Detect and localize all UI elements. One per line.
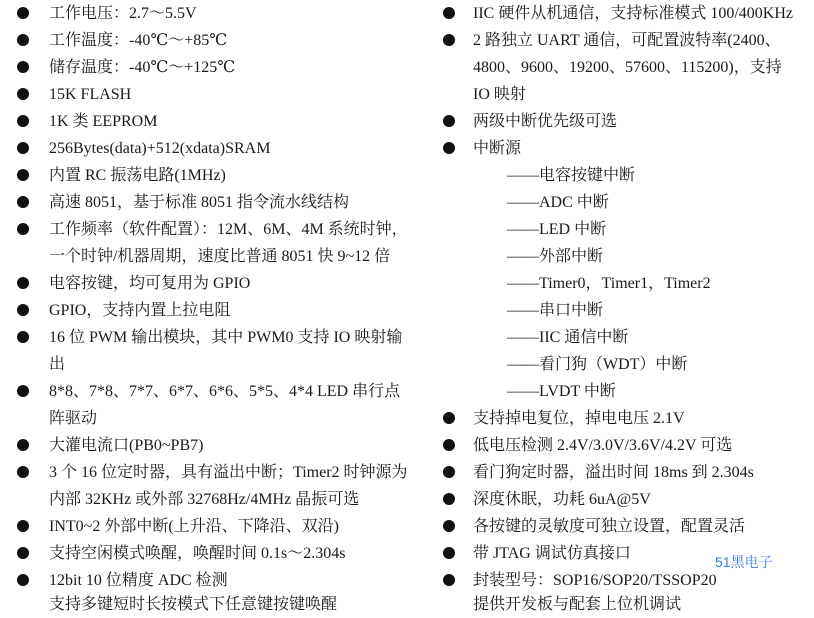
bullet-icon — [443, 439, 455, 451]
feature-text: 工作频率（软件配置）：12M、6M、4M 系统时钟， — [49, 221, 408, 238]
feature-text: 4800、9600、19200、57600、115200)，支持 — [473, 59, 782, 76]
feature-text: 电容按键，均可复用为 GPIO — [49, 275, 251, 292]
feature-text: 出 — [49, 356, 66, 373]
bullet-icon — [17, 115, 29, 127]
bullet-icon — [17, 196, 29, 208]
feature-text: 大灌电流口(PB0~PB7) — [49, 437, 204, 454]
feature-text: 两级中断优先级可选 — [473, 113, 618, 130]
feature-text: 低电压检测 2.4V/3.0V/3.6V/4.2V 可选 — [473, 437, 733, 454]
bullet-icon — [443, 493, 455, 505]
bullet-icon — [17, 34, 29, 46]
watermark: 51黑电子 — [715, 554, 773, 570]
feature-text: 内部 32KHz 或外部 32768Hz/4MHz 晶振可选 — [49, 491, 360, 508]
feature-text: IO 映射 — [473, 86, 526, 103]
feature-text: 3 个 16 位定时器，具有溢出中断；Timer2 时钟源为 — [49, 464, 408, 481]
bullet-icon — [17, 304, 29, 316]
bullet-icon — [17, 7, 29, 19]
feature-text: 工作温度：-40℃～+85℃ — [49, 32, 228, 49]
bullet-icon — [17, 169, 29, 181]
bullet-icon — [17, 574, 29, 586]
interrupt-source-text: ——IIC 通信中断 — [507, 329, 629, 346]
feature-text: 16 位 PWM 输出模块，其中 PWM0 支持 IO 映射输 — [49, 329, 403, 346]
feature-text: 256Bytes(data)+512(xdata)SRAM — [49, 140, 271, 157]
feature-text: 中断源 — [473, 140, 522, 157]
interrupt-source-text: ——外部中断 — [507, 248, 604, 265]
feature-text: 高速 8051，基于标准 8051 指令流水线结构 — [49, 194, 350, 211]
bullet-icon — [443, 34, 455, 46]
bullet-icon — [17, 61, 29, 73]
feature-text: 支持掉电复位，掉电电压 2.1V — [473, 410, 685, 427]
bullet-icon — [443, 115, 455, 127]
feature-text: 12bit 10 位精度 ADC 检测 — [49, 572, 228, 589]
bullet-icon — [17, 223, 29, 235]
bullet-icon — [17, 547, 29, 559]
feature-text: 支持多键短时长按模式下任意键按键唤醒 — [49, 596, 338, 613]
feature-text: 储存温度：-40℃～+125℃ — [49, 59, 236, 76]
feature-text: 提供开发板与配套上位机调试 — [473, 596, 682, 613]
bullet-icon — [17, 88, 29, 100]
bullet-icon — [443, 7, 455, 19]
bullet-icon — [17, 439, 29, 451]
feature-text: 各按键的灵敏度可独立设置，配置灵活 — [473, 518, 746, 535]
feature-text: 封装型号：SOP16/SOP20/TSSOP20 — [473, 572, 717, 589]
interrupt-source-text: ——看门狗（WDT）中断 — [507, 356, 688, 373]
bullet-icon — [17, 520, 29, 532]
feature-text: 带 JTAG 调试仿真接口 — [473, 545, 631, 562]
bullet-icon — [17, 385, 29, 397]
interrupt-source-text: ——Timer0，Timer1，Timer2 — [507, 275, 711, 292]
feature-text: 阵驱动 — [49, 410, 98, 427]
feature-text: IIC 硬件从机通信，支持标准模式 100/400KHz — [473, 5, 793, 22]
cut-off-bottom-row — [0, 596, 814, 613]
bullet-icon — [443, 412, 455, 424]
bullet-icon — [443, 574, 455, 586]
feature-text: 一个时钟/机器周期，速度比普通 8051 快 9~12 倍 — [49, 248, 391, 265]
feature-text: 内置 RC 振荡电路(1MHz) — [49, 167, 226, 184]
interrupt-source-text: ——LED 中断 — [507, 221, 607, 238]
feature-text: INT0~2 外部中断(上升沿、下降沿、双沿) — [49, 518, 339, 535]
feature-text: 15K FLASH — [49, 86, 132, 103]
feature-text: 2 路独立 UART 通信，可配置波特率(2400、 — [473, 32, 781, 49]
bullet-icon — [443, 547, 455, 559]
bullet-icon — [17, 142, 29, 154]
bullet-icon — [17, 466, 29, 478]
feature-text: 深度休眠，功耗 6uA@5V — [473, 491, 651, 508]
interrupt-source-text: ——电容按键中断 — [507, 167, 636, 184]
bullet-icon — [17, 331, 29, 343]
bullet-icon — [443, 520, 455, 532]
feature-text: 工作电压：2.7～5.5V — [49, 5, 197, 22]
feature-text: 支持空闲模式唤醒，唤醒时间 0.1s～2.304s — [49, 545, 346, 562]
bullet-icon — [443, 142, 455, 154]
interrupt-source-text: ——LVDT 中断 — [507, 383, 616, 400]
bullet-icon — [17, 277, 29, 289]
feature-text: 1K 类 EEPROM — [49, 113, 158, 130]
interrupt-source-text: ——ADC 中断 — [507, 194, 609, 211]
feature-text: GPIO，支持内置上拉电阻 — [49, 302, 231, 319]
feature-text: 8*8、7*8、7*7、6*7、6*6、5*5、4*4 LED 串行点 — [49, 383, 401, 400]
bullet-icon — [443, 466, 455, 478]
feature-text: 看门狗定时器，溢出时间 18ms 到 2.304s — [473, 464, 754, 481]
interrupt-source-text: ——串口中断 — [507, 302, 604, 319]
